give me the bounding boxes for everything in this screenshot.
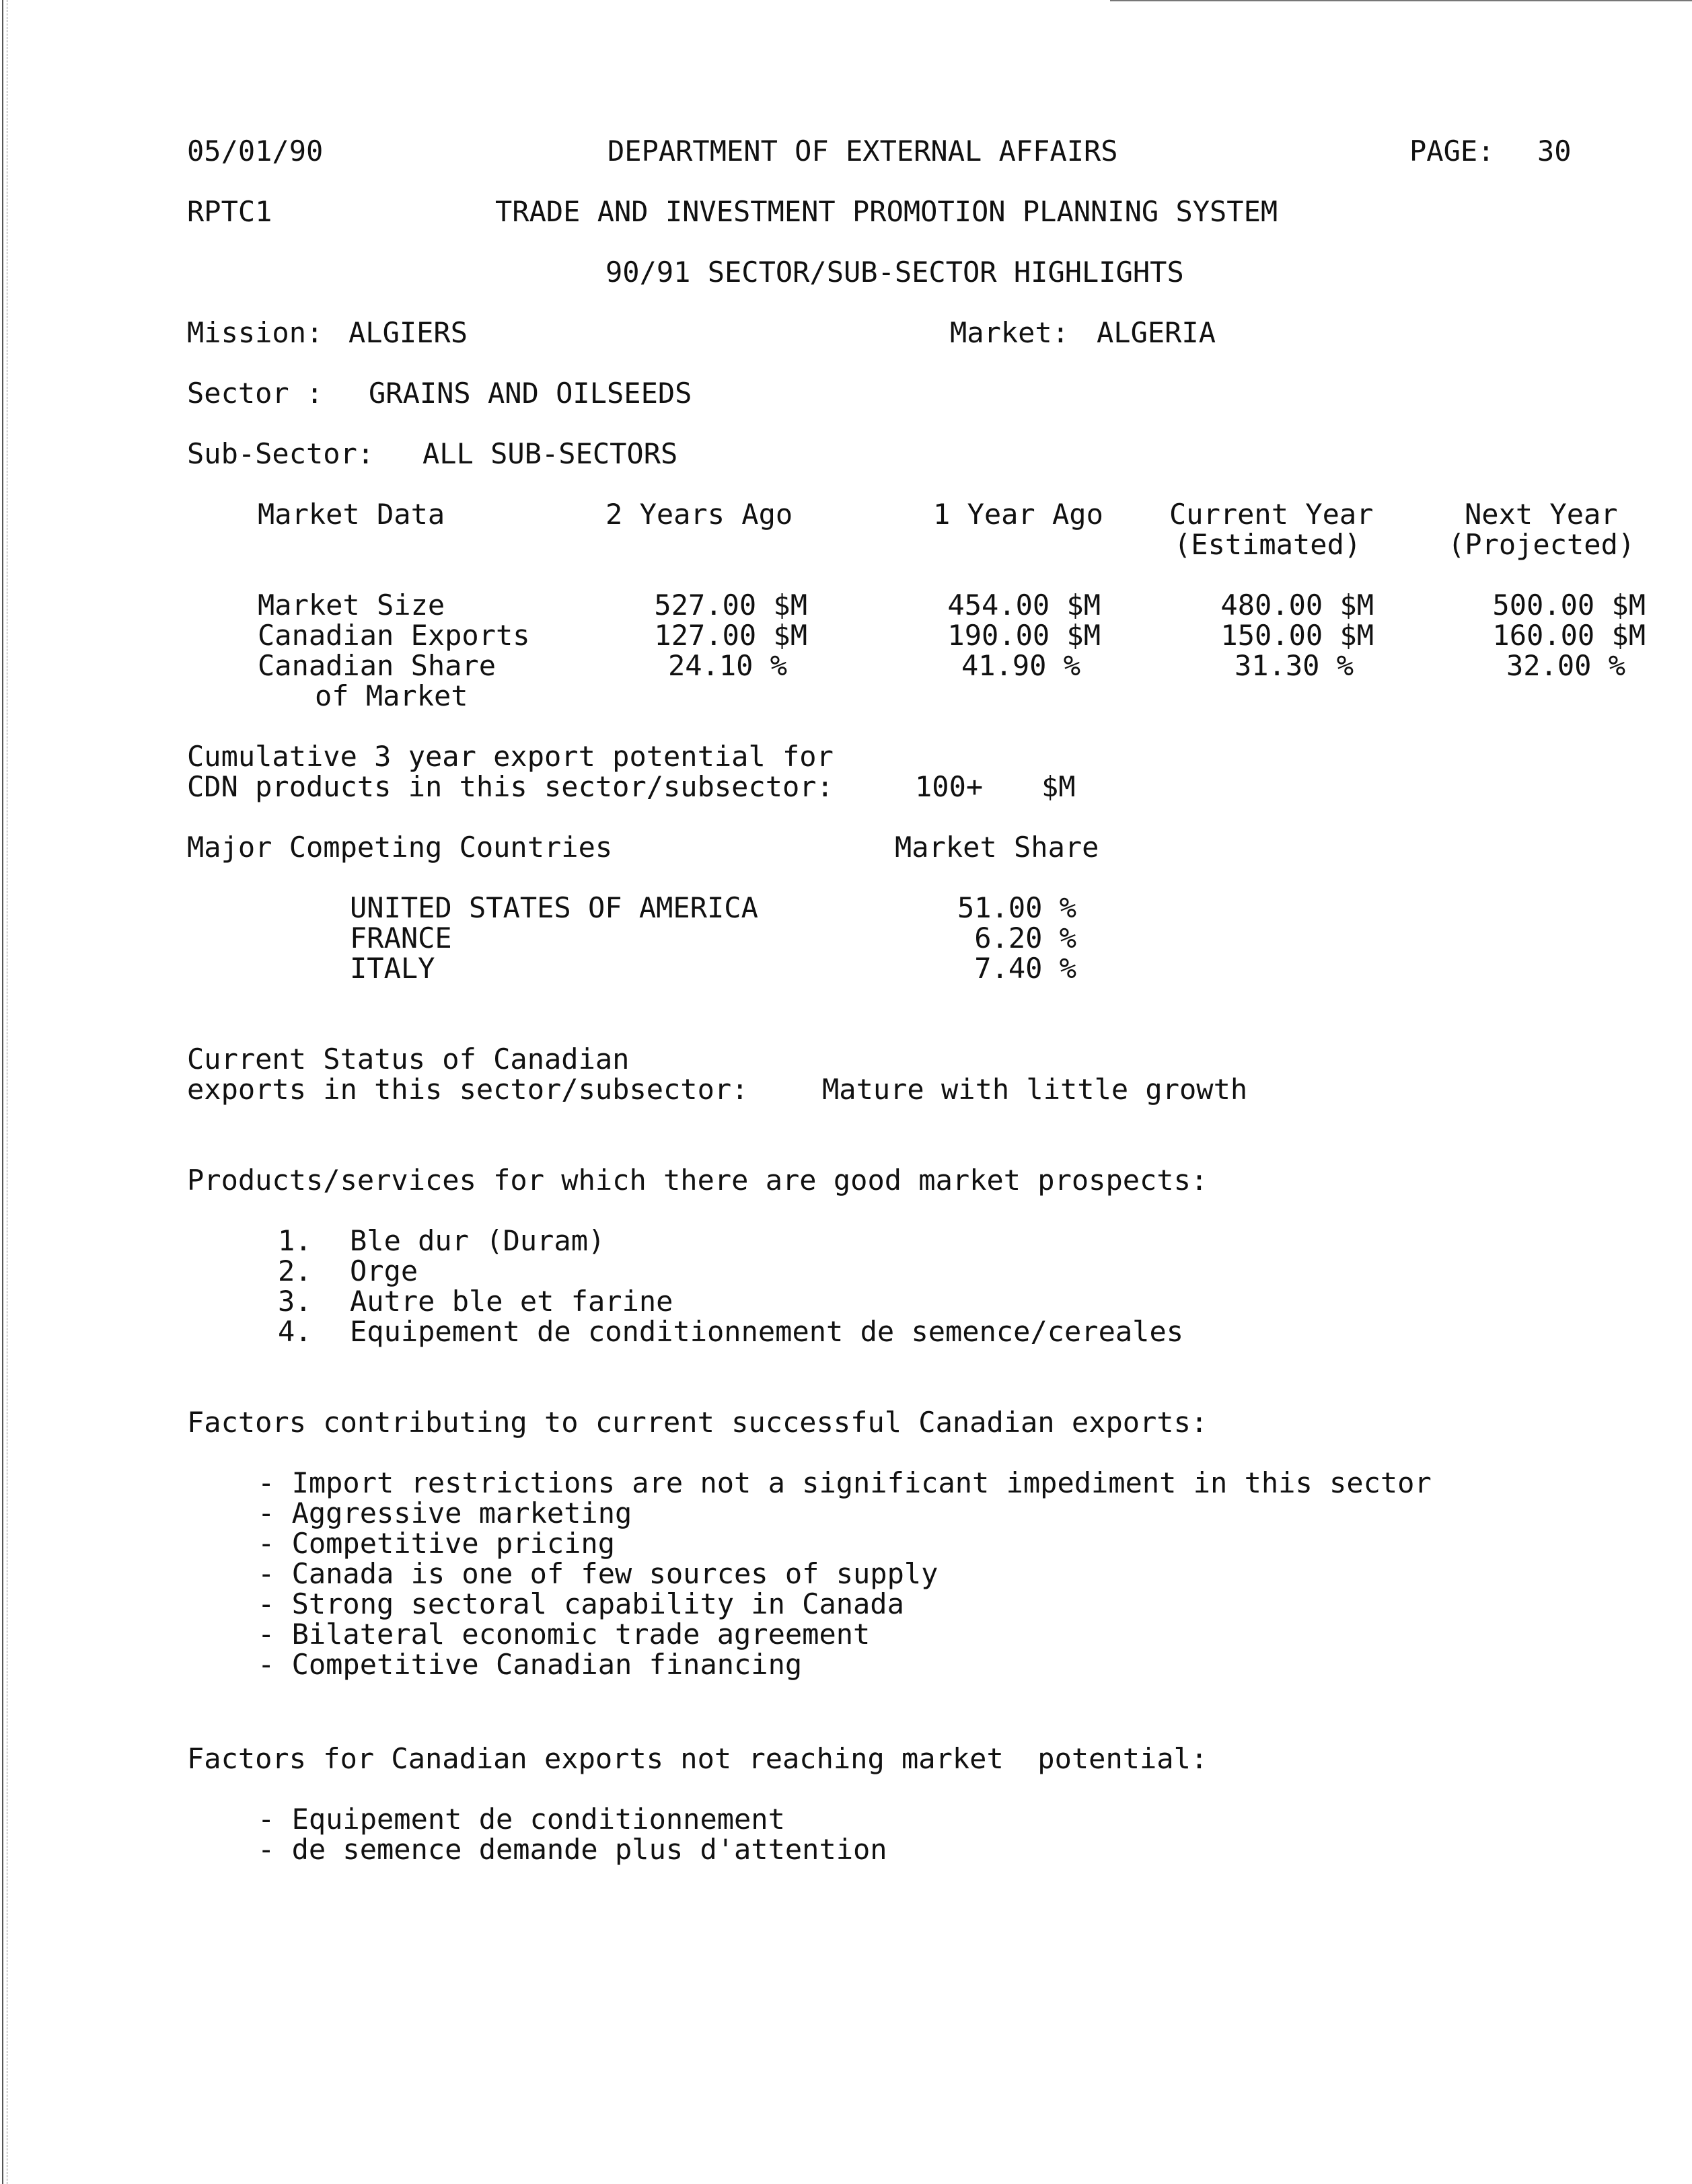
department-title: DEPARTMENT OF EXTERNAL AFFAIRS [608,135,1118,167]
column-header: Current Year [1169,498,1374,531]
list-item: - Import restrictions are not a significant impediment in this sector [258,1466,1432,1499]
page-number: 30 [1537,135,1572,167]
table-cell: 500.00 $M [1492,589,1646,622]
table-cell: 190.00 $M [947,619,1101,652]
market-share-heading: Market Share [895,831,1099,864]
list-item: - Bilateral economic trade agreement [258,1618,871,1651]
page-label: PAGE: [1409,135,1495,167]
table-cell: 127.00 $M [654,619,807,652]
list-number: 3. [278,1285,312,1318]
report-date: 05/01/90 [187,135,324,167]
column-header: (Estimated) [1174,528,1362,561]
sector-value: GRAINS AND OILSEEDS [369,377,692,410]
table-cell: 150.00 $M [1220,619,1374,652]
list-item: - Aggressive marketing [258,1497,632,1530]
table-cell: 454.00 $M [947,589,1101,622]
table-cell: 160.00 $M [1492,619,1646,652]
table-cell: 32.00 % [1506,649,1625,682]
prospects-heading: Products/services for which there are good market prospects: [187,1164,1208,1197]
competitor-share: 7.40 % [974,952,1076,985]
competitor-country: FRANCE [350,921,452,954]
list-item: - Competitive pricing [258,1527,616,1560]
column-header: 1 Year Ago [933,498,1103,531]
table-cell: 527.00 $M [654,589,807,622]
table-cell: 31.30 % [1234,649,1354,682]
column-header: Next Year [1465,498,1618,531]
table-cell: 480.00 $M [1220,589,1374,622]
mission-label: Mission: [187,316,324,349]
export-potential-label: CDN products in this sector/subsector: [187,770,834,803]
sub-sector-label: Sub-Sector: [187,437,375,470]
table-cell: 24.10 % [667,649,787,682]
list-text: Equipement de conditionnement de semence/cereales [350,1315,1184,1348]
list-item: - Strong sectoral capability in Canada [258,1587,904,1620]
list-item: - Equipement de conditionnement [258,1803,785,1836]
competitor-country: ITALY [350,952,435,985]
list-item: - Canada is one of few sources of supply [258,1557,939,1590]
list-text: Autre ble et farine [350,1285,673,1318]
scan-edge [0,0,11,2184]
list-number: 1. [278,1224,312,1257]
market-label: Market: [950,316,1070,349]
competitor-share: 51.00 % [957,891,1076,924]
current-status-label: exports in this sector/subsector: [187,1073,749,1106]
list-number: 2. [278,1254,312,1287]
competitor-country: UNITED STATES OF AMERICA [350,891,758,924]
row-label: Market Size [258,589,445,622]
report-title: 90/91 SECTOR/SUB-SECTOR HIGHLIGHTS [605,256,1184,289]
table-cell: 41.90 % [961,649,1080,682]
list-item: - Competitive Canadian financing [258,1648,803,1681]
competitors-heading: Major Competing Countries [187,831,613,864]
sector-label: Sector : [187,377,324,410]
competitor-share: 6.20 % [974,921,1076,954]
success-factors-heading: Factors contributing to current successful Canadian exports: [187,1406,1208,1439]
list-number: 4. [278,1315,312,1348]
export-potential-value: 100+ [915,770,984,803]
export-potential-label: Cumulative 3 year export potential for [187,740,834,773]
list-text: Orge [350,1254,418,1287]
system-title: TRADE AND INVESTMENT PROMOTION PLANNING SYSTEM [495,195,1278,228]
market-value: ALGERIA [1097,316,1216,349]
row-label: Canadian Exports [258,619,530,652]
row-label: Canadian Share [258,649,496,682]
shortfall-factors-heading: Factors for Canadian exports not reaching market potential: [187,1742,1208,1775]
column-header: (Projected) [1448,528,1635,561]
current-status-value: Mature with little growth [822,1073,1248,1106]
report-code: RPTC1 [187,195,272,228]
scan-top-edge [1110,0,1692,1]
mission-value: ALGIERS [348,316,468,349]
list-text: Ble dur (Duram) [350,1224,605,1257]
current-status-label: Current Status of Canadian [187,1043,630,1076]
export-potential-unit: $M [1041,770,1076,803]
column-header: Market Data [258,498,445,531]
list-item: - de semence demande plus d'attention [258,1833,887,1866]
row-label-continued: of Market [315,679,468,712]
sub-sector-value: ALL SUB-SECTORS [422,437,678,470]
column-header: 2 Years Ago [605,498,793,531]
